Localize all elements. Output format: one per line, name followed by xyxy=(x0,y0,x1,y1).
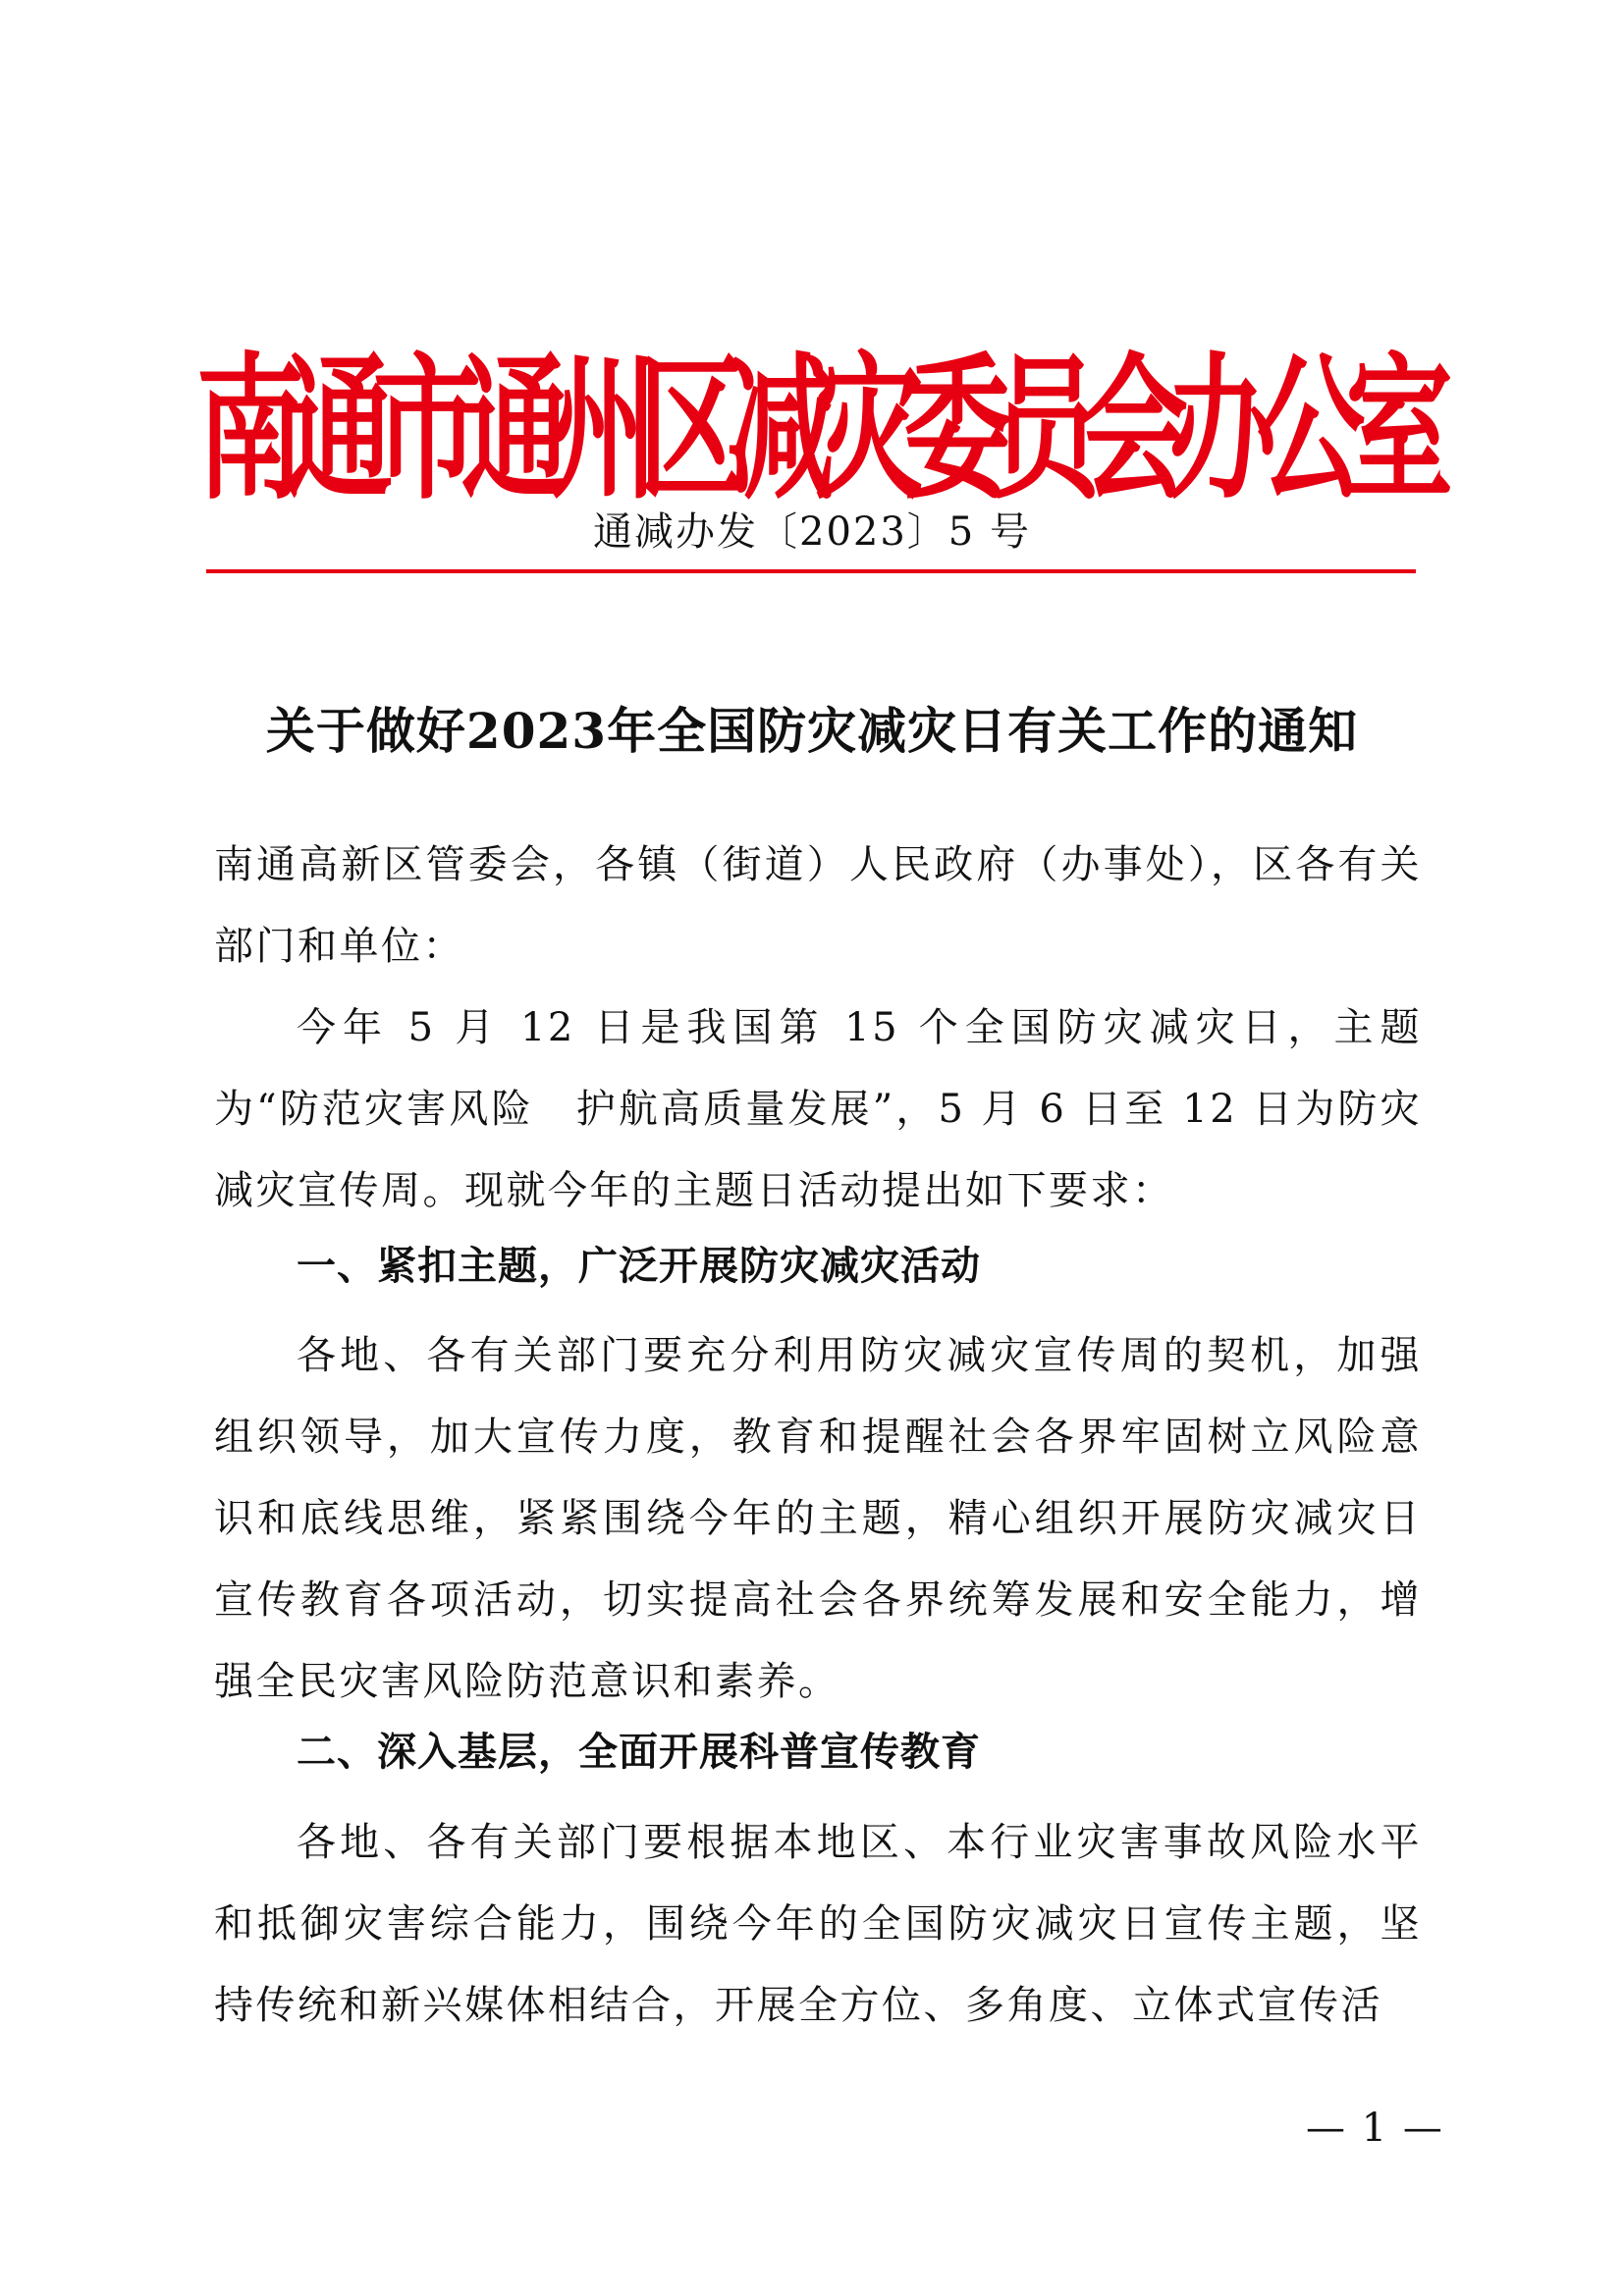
section-text: 各地、各有关部门要根据本地区、本行业灾害事故风险水平和抵御灾害综合能力，围绕今年的全国防灾减灾日宣传主题，坚持传统和新兴媒体相结合，开展全方位、多角度、立体式宣传活 xyxy=(214,1820,1422,2028)
section-paragraph xyxy=(214,1802,1422,2047)
section-text: 各地、各有关部门要充分利用防灾减灾宣传周的契机，加强组织领导，加大宣传力度，教育和提醒社会各界牢固树立风险意识和底线思维，紧紧围绕今年的主题，精心组织开展防灾减灾日宣传教育各项活动，切实提高社会各界统筹发展和安全能力，增强全民灾害风险防范意识和素养。 xyxy=(214,1333,1422,1704)
masthead-char: 办 xyxy=(1168,337,1276,521)
masthead-char: 灾 xyxy=(815,337,923,521)
section-heading: 一、紧扣主题，广泛开展防灾减灾活动 xyxy=(297,1244,981,1289)
masthead-char: 委 xyxy=(903,337,1011,521)
masthead-char: 公 xyxy=(1257,337,1365,521)
masthead-char: 南 xyxy=(196,337,304,521)
addressee-paragraph xyxy=(214,825,1422,988)
masthead-char: 员 xyxy=(992,337,1100,521)
masthead-char: 会 xyxy=(1080,337,1188,521)
masthead-char: 减 xyxy=(727,337,835,521)
masthead-char: 通 xyxy=(461,337,569,521)
masthead-char: 市 xyxy=(373,337,481,521)
masthead-char: 区 xyxy=(638,337,746,521)
document-number: 通减办发〔2023〕5 号 xyxy=(593,509,1031,555)
page-number: — 1 — xyxy=(1306,2106,1444,2151)
section-heading: 二、深入基层，全面开展科普宣传教育 xyxy=(297,1730,981,1775)
intro-text: 今年 5 月 12 日是我国第 15 个全国防灾减灾日，主题为“防范灾害风险 护航高质量发展”，5 月 6 日至 12 日为防灾减灾宣传周。现就今年的主题日活动提出如下要求： xyxy=(214,1005,1422,1213)
red-separator-line xyxy=(206,569,1416,573)
section-paragraph xyxy=(214,1315,1422,1723)
intro-paragraph xyxy=(214,988,1422,1232)
document-title: 关于做好2023年全国防灾减灾日有关工作的通知 xyxy=(265,702,1359,760)
masthead-char: 通 xyxy=(285,337,393,521)
masthead-char: 室 xyxy=(1345,337,1453,521)
masthead-char: 州 xyxy=(550,337,658,521)
addressee-text: 南通高新区管委会，各镇（街道）人民政府（办事处），区各有关部门和单位： xyxy=(214,842,1422,969)
